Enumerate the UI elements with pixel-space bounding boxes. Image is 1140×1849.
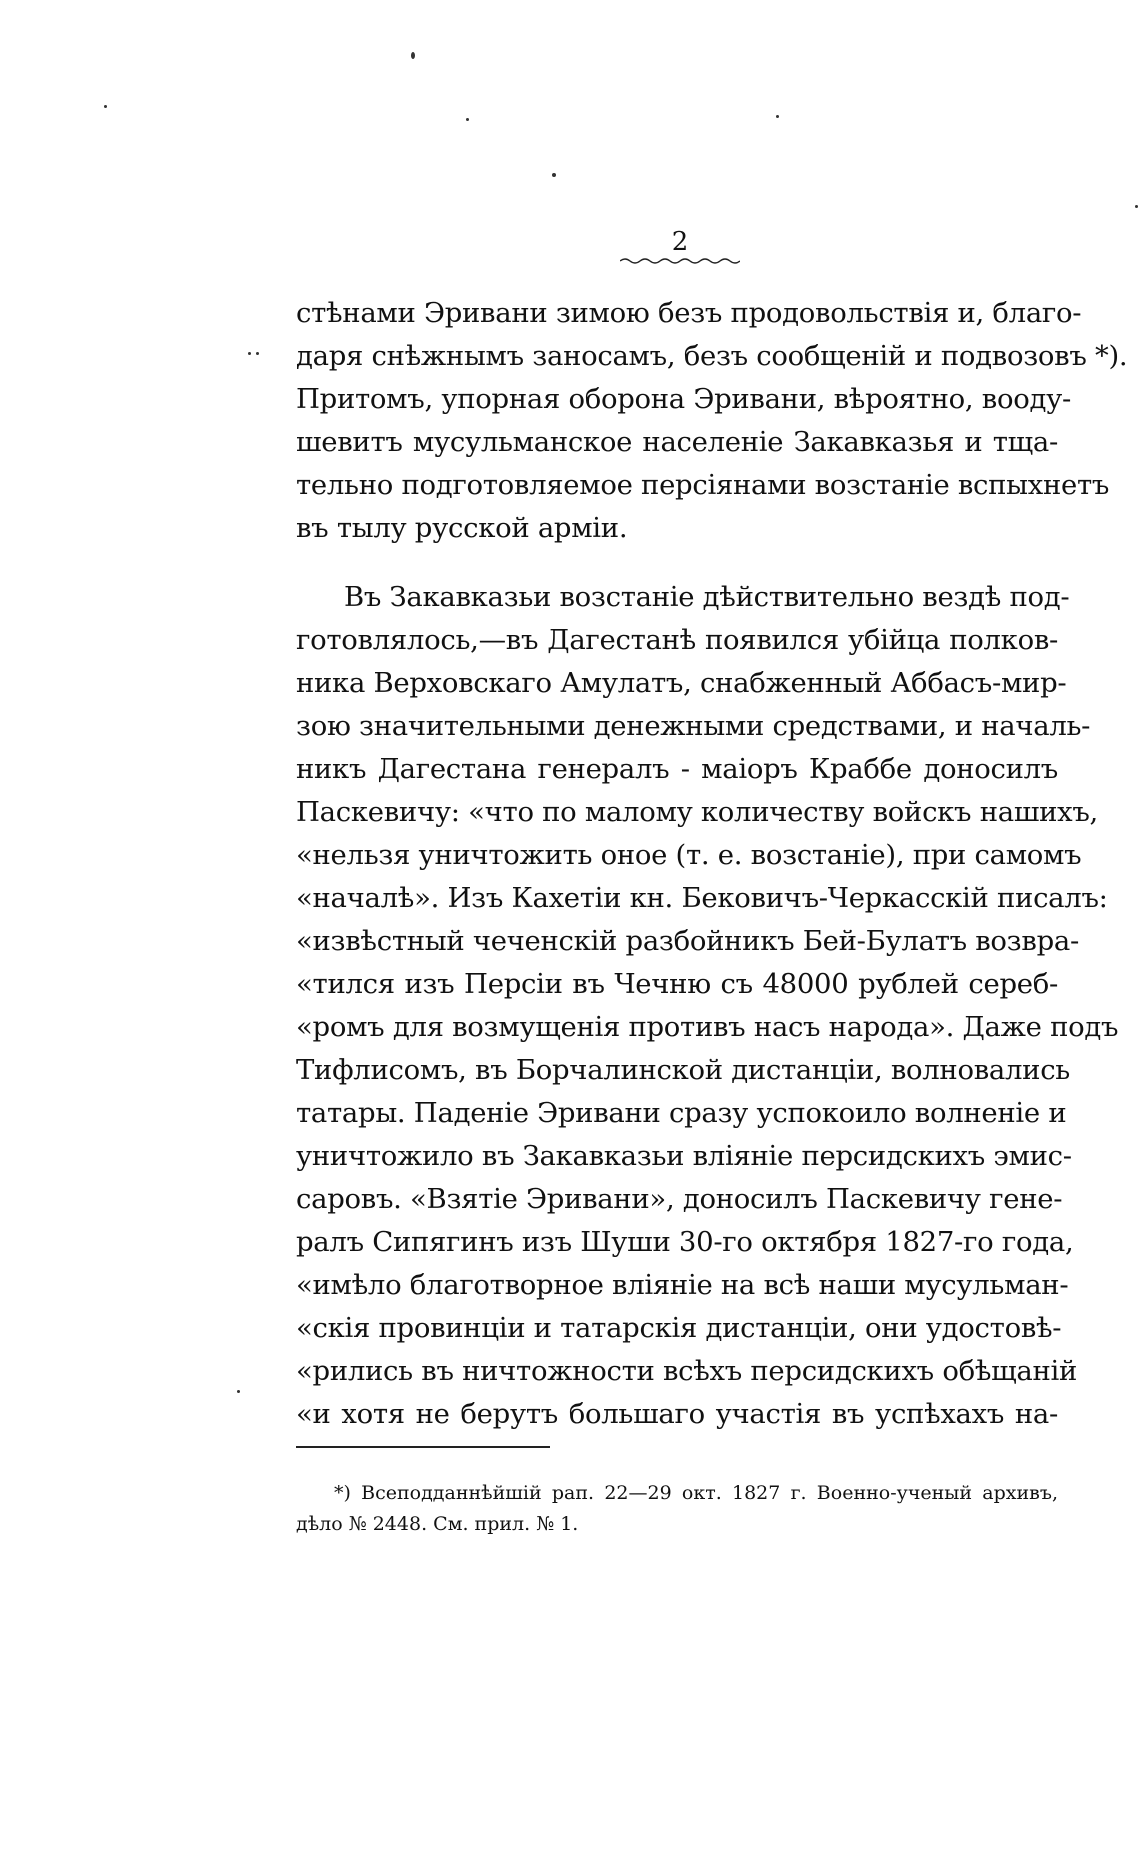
- footnote-divider: [296, 1446, 550, 1448]
- page-header: [620, 228, 740, 266]
- text-line: стѣнами Эривани зимою безъ продовольствія и, благо-: [296, 297, 1082, 329]
- text-line: «и хотя не берутъ большаго участія въ успѣхахъ на-: [296, 1398, 1058, 1430]
- text-line: зою значительными денежными средствами, и началь-: [296, 710, 1091, 742]
- scan-speck: [466, 118, 469, 121]
- text-line: тельно подготовляемое персіянами возстаніе вспыхнетъ: [296, 469, 1110, 501]
- text-line: въ тылу русской арміи.: [296, 512, 628, 544]
- text-line: «нельзя уничтожить оное (т. е. возстаніе), при самомъ: [296, 839, 1082, 871]
- scan-speck: [552, 173, 556, 177]
- text-line: «началѣ». Изъ Кахетіи кн. Бековичъ-Черкасскій писалъ:: [296, 882, 1108, 914]
- text-line: ника Верховскаго Амулатъ, снабженный Аббасъ-мир-: [296, 667, 1067, 699]
- text-line: ралъ Сипягинъ изъ Шуши 30-го октября 1827-го года,: [296, 1226, 1074, 1258]
- scan-speck: [256, 352, 259, 355]
- text-line: готовлялось,—въ Дагестанѣ появился убійца полков-: [296, 624, 1058, 656]
- text-line: саровъ. «Взятіе Эривани», доносилъ Паскевичу гене-: [296, 1183, 1063, 1215]
- text-line: Притомъ, упорная оборона Эривани, вѣроятно, вооду-: [296, 383, 1071, 415]
- text-line: никъ Дагестана генералъ - маіоръ Краббе доносилъ: [296, 753, 1058, 785]
- page-number: 2: [671, 227, 689, 257]
- wavy-ornament-icon: [620, 256, 740, 266]
- scan-speck: [237, 1390, 240, 1393]
- text-line: Въ Закавказьи возстаніе дѣйствительно вездѣ под-: [344, 581, 1070, 613]
- footnote-line: *) Всеподданнѣйшій рап. 22—29 окт. 1827 г. Военно-ученый архивъ,: [334, 1482, 1058, 1504]
- scan-speck: [248, 352, 251, 355]
- text-line: «извѣстный чеченскій разбойникъ Бей-Булатъ возвра-: [296, 925, 1079, 957]
- scan-speck: [411, 52, 415, 59]
- text-line: татары. Паденіе Эривани сразу успокоило волненіе и: [296, 1097, 1067, 1129]
- text-line: уничтожило въ Закавказьи вліяніе персидскихъ эмис-: [296, 1140, 1072, 1172]
- footnote-line: дѣло № 2448. См. прил. № 1.: [296, 1513, 579, 1535]
- footnote: [296, 1478, 1058, 1540]
- scan-speck: [776, 115, 779, 118]
- scan-speck: [1135, 205, 1138, 208]
- text-line: даря снѣжнымъ заносамъ, безъ сообщеній и подвозовъ *).: [296, 340, 1128, 372]
- text-line: «имѣло благотворное вліяніе на всѣ наши мусульман-: [296, 1269, 1069, 1301]
- text-line: «рились въ ничтожности всѣхъ персидскихъ обѣщаній: [296, 1355, 1078, 1387]
- text-line: «ромъ для возмущенія противъ насъ народа». Даже подъ: [296, 1011, 1119, 1043]
- text-line: «тился изъ Персіи въ Чечню съ 48000 рублей сереб-: [296, 968, 1058, 1000]
- text-line: «скія провинціи и татарскія дистанціи, они удостовѣ-: [296, 1312, 1062, 1344]
- text-line: Паскевичу: «что по малому количеству войскъ нашихъ,: [296, 796, 1098, 828]
- text-line: Тифлисомъ, въ Борчалинской дистанціи, волновались: [296, 1054, 1070, 1086]
- text-line: шевитъ мусульманское населеніе Закавказья и тща-: [296, 426, 1058, 458]
- main-text: [296, 292, 1128, 1436]
- paragraph: [296, 292, 1128, 550]
- paragraph: [296, 576, 1119, 1436]
- scan-speck: [104, 105, 107, 108]
